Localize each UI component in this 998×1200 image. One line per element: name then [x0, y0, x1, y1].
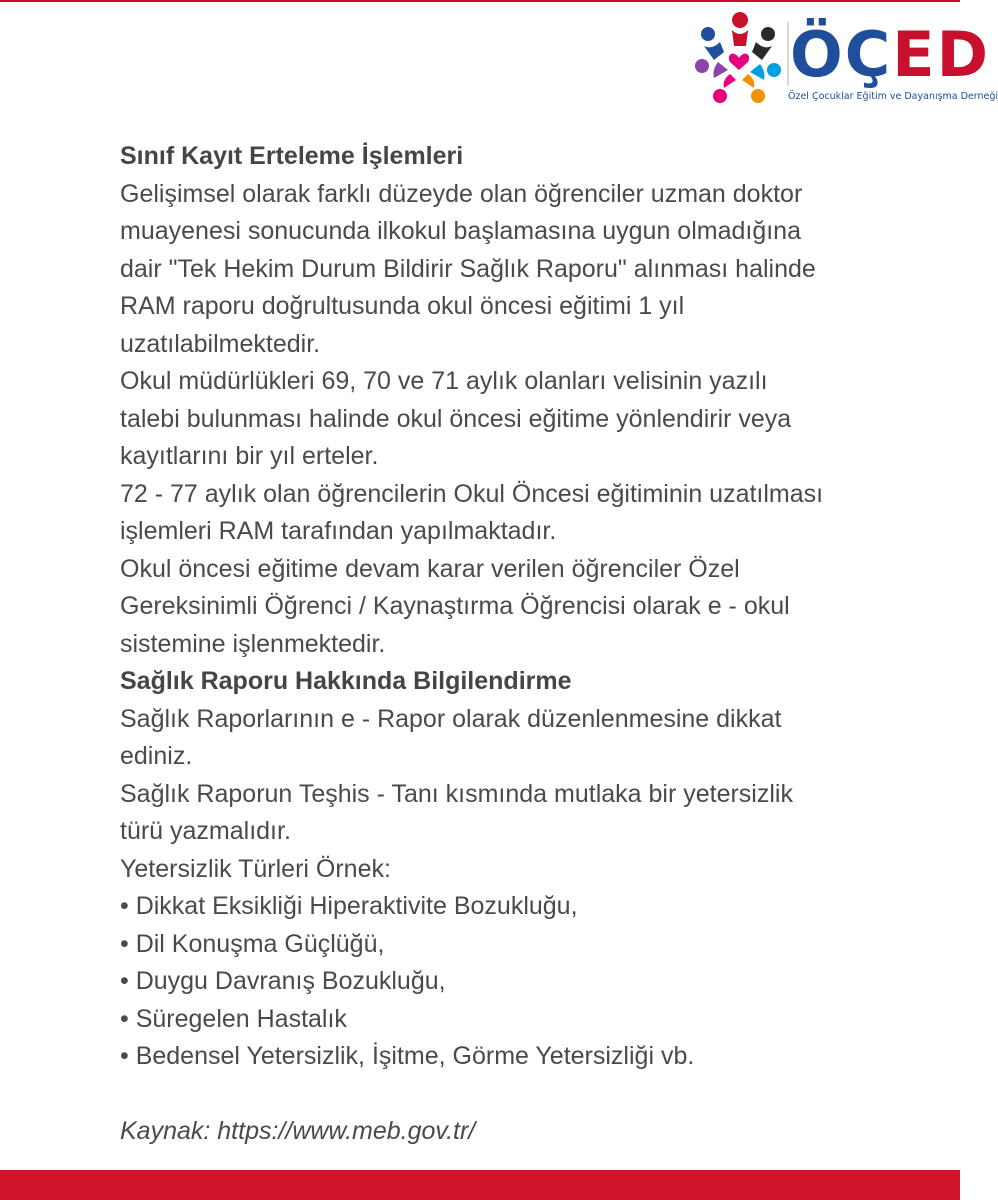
spacer	[120, 1076, 920, 1114]
list-item: • Süregelen Hastalık	[120, 1004, 347, 1033]
logo-people-circle-icon	[690, 8, 786, 104]
text-line: uzatılabilmektedir.	[120, 329, 321, 358]
text-line: Okul müdürlükleri 69, 70 ve 71 aylık olanları velisinin yazılı	[120, 367, 768, 395]
article-content	[120, 138, 920, 1151]
text-line: Gereksinimli Öğrenci / Kaynaştırma Öğrencisi olarak e - okul	[120, 592, 790, 620]
text-line: dair "Tek Hekim Durum Bildirir Sağlık Raporu" alınması halinde	[120, 254, 816, 283]
disability-types-list	[120, 888, 920, 1076]
text-line: türü yazmalıdır.	[120, 817, 291, 845]
text-line: muayenesi sonucunda ilkokul başlamasına uygun olmadığına	[120, 217, 801, 245]
paragraph-school-directorates	[120, 363, 920, 476]
paragraph-72-77-months	[120, 476, 920, 551]
list-item: • Bedensel Yetersizlik, İşitme, Görme Yetersizliği vb.	[120, 1042, 695, 1070]
text-line: sistemine işlenmektedir.	[120, 629, 386, 658]
oced-logo	[690, 8, 998, 108]
logo-wordmark	[790, 16, 991, 91]
text-line: talebi bulunması halinde okul öncesi eğitime yönlendirir veya	[120, 404, 792, 433]
text-line: ediniz.	[120, 742, 193, 770]
paragraph-special-needs-registration	[120, 551, 920, 664]
list-item: • Duygu Davranış Bozukluğu,	[120, 967, 446, 995]
text-line: Gelişimsel olarak farklı düzeyde olan öğrenciler uzman doktor	[120, 179, 803, 208]
examples-label: Yetersizlik Türleri Örnek:	[120, 854, 391, 883]
list-item: • Dikkat Eksikliği Hiperaktivite Bozukluğu,	[120, 892, 578, 920]
list-item: • Dil Konuşma Güçlüğü,	[120, 929, 385, 958]
top-accent-line	[0, 0, 960, 2]
section-title-enrollment-deferral: Sınıf Kayıt Erteleme İşlemleri	[120, 142, 464, 170]
logo-letter-d: D	[936, 18, 991, 91]
text-line: 72 - 77 aylık olan öğrencilerin Okul Öncesi eğitiminin uzatılması	[120, 479, 824, 508]
text-line: RAM raporu doğrultusunda okul öncesi eğitimi 1 yıl	[120, 292, 685, 320]
logo-divider	[787, 22, 789, 86]
logo-letter-e: E	[892, 18, 937, 91]
logo-tagline: Özel Çocuklar Eğitim ve Dayanışma Derneği	[788, 91, 998, 102]
text-line: işlemleri RAM tarafından yapılmaktadır.	[120, 517, 557, 545]
source-citation: Kaynak: https://www.meb.gov.tr/	[120, 1117, 476, 1145]
logo-letter-o: Ö	[790, 18, 845, 91]
text-line: Sağlık Raporlarının e - Rapor olarak düzenlenmesine dikkat	[120, 704, 782, 733]
paragraph-e-report	[120, 701, 920, 776]
text-line: Okul öncesi eğitime devam karar verilen öğrenciler Özel	[120, 554, 740, 583]
text-line: kayıtlarını bir yıl erteler.	[120, 442, 379, 470]
logo-letter-c: Ç	[844, 18, 893, 91]
bottom-accent-bar	[0, 1170, 960, 1200]
paragraph-diagnosis	[120, 776, 920, 851]
paragraph-developmental-delay	[120, 176, 920, 364]
section-title-health-report: Sağlık Raporu Hakkında Bilgilendirme	[120, 667, 572, 695]
text-line: Sağlık Raporun Teşhis - Tanı kısmında mutlaka bir yetersizlik	[120, 779, 793, 808]
